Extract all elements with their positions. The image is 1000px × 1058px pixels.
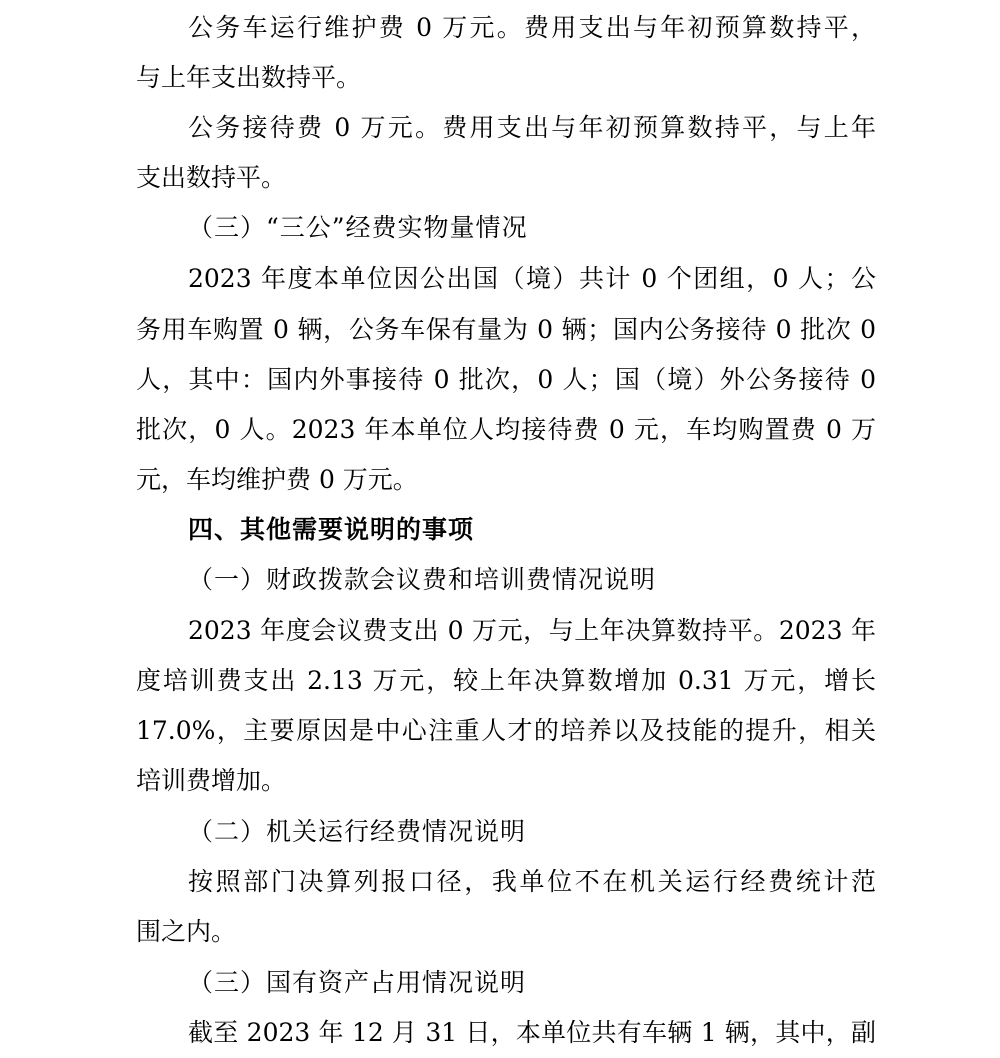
paragraph-line: 与上年支出数持平。	[136, 63, 362, 92]
paragraph-line: 批次，0 人。2023 年本单位人均接待费 0 元，车均购置费 0 万	[136, 415, 876, 444]
section-subheading: （三）“三公”经费实物量情况	[188, 213, 528, 242]
paragraph-line: 务用车购置 0 辆，公务车保有量为 0 辆；国内公务接待 0 批次 0	[136, 315, 876, 344]
paragraph-line: 培训费增加。	[136, 766, 287, 795]
paragraph-line: 公务接待费 0 万元。费用支出与年初预算数持平，与上年	[188, 113, 876, 142]
paragraph-line: 2023 年度会议费支出 0 万元，与上年决算数持平。2023 年	[188, 616, 876, 645]
paragraph-line: 元，车均维护费 0 万元。	[136, 465, 418, 494]
section-heading: 四、其他需要说明的事项	[188, 515, 475, 544]
paragraph-line: 17.0%，主要原因是中心注重人才的培养以及技能的提升，相关	[136, 716, 876, 745]
paragraph-line: 围之内。	[136, 917, 237, 946]
paragraph-line: 截至 2023 年 12 月 31 日，本单位共有车辆 1 辆，其中，副	[188, 1018, 876, 1047]
paragraph-line: 支出数持平。	[136, 163, 287, 192]
section-subheading: （三）国有资产占用情况说明	[188, 968, 527, 997]
paragraph-line: 按照部门决算列报口径，我单位不在机关运行经费统计范	[188, 867, 876, 896]
paragraph-line: 度培训费支出 2.13 万元，较上年决算数增加 0.31 万元，增长	[136, 666, 876, 695]
paragraph-line: 人，其中：国内外事接待 0 批次，0 人；国（境）外公务接待 0	[136, 365, 876, 394]
section-subheading: （一）财政拨款会议费和培训费情况说明	[188, 565, 657, 594]
section-subheading: （二）机关运行经费情况说明	[188, 817, 527, 846]
paragraph-line: 公务车运行维护费 0 万元。费用支出与年初预算数持平，	[188, 13, 876, 42]
paragraph-line: 2023 年度本单位因公出国（境）共计 0 个团组，0 人；公	[188, 264, 876, 293]
